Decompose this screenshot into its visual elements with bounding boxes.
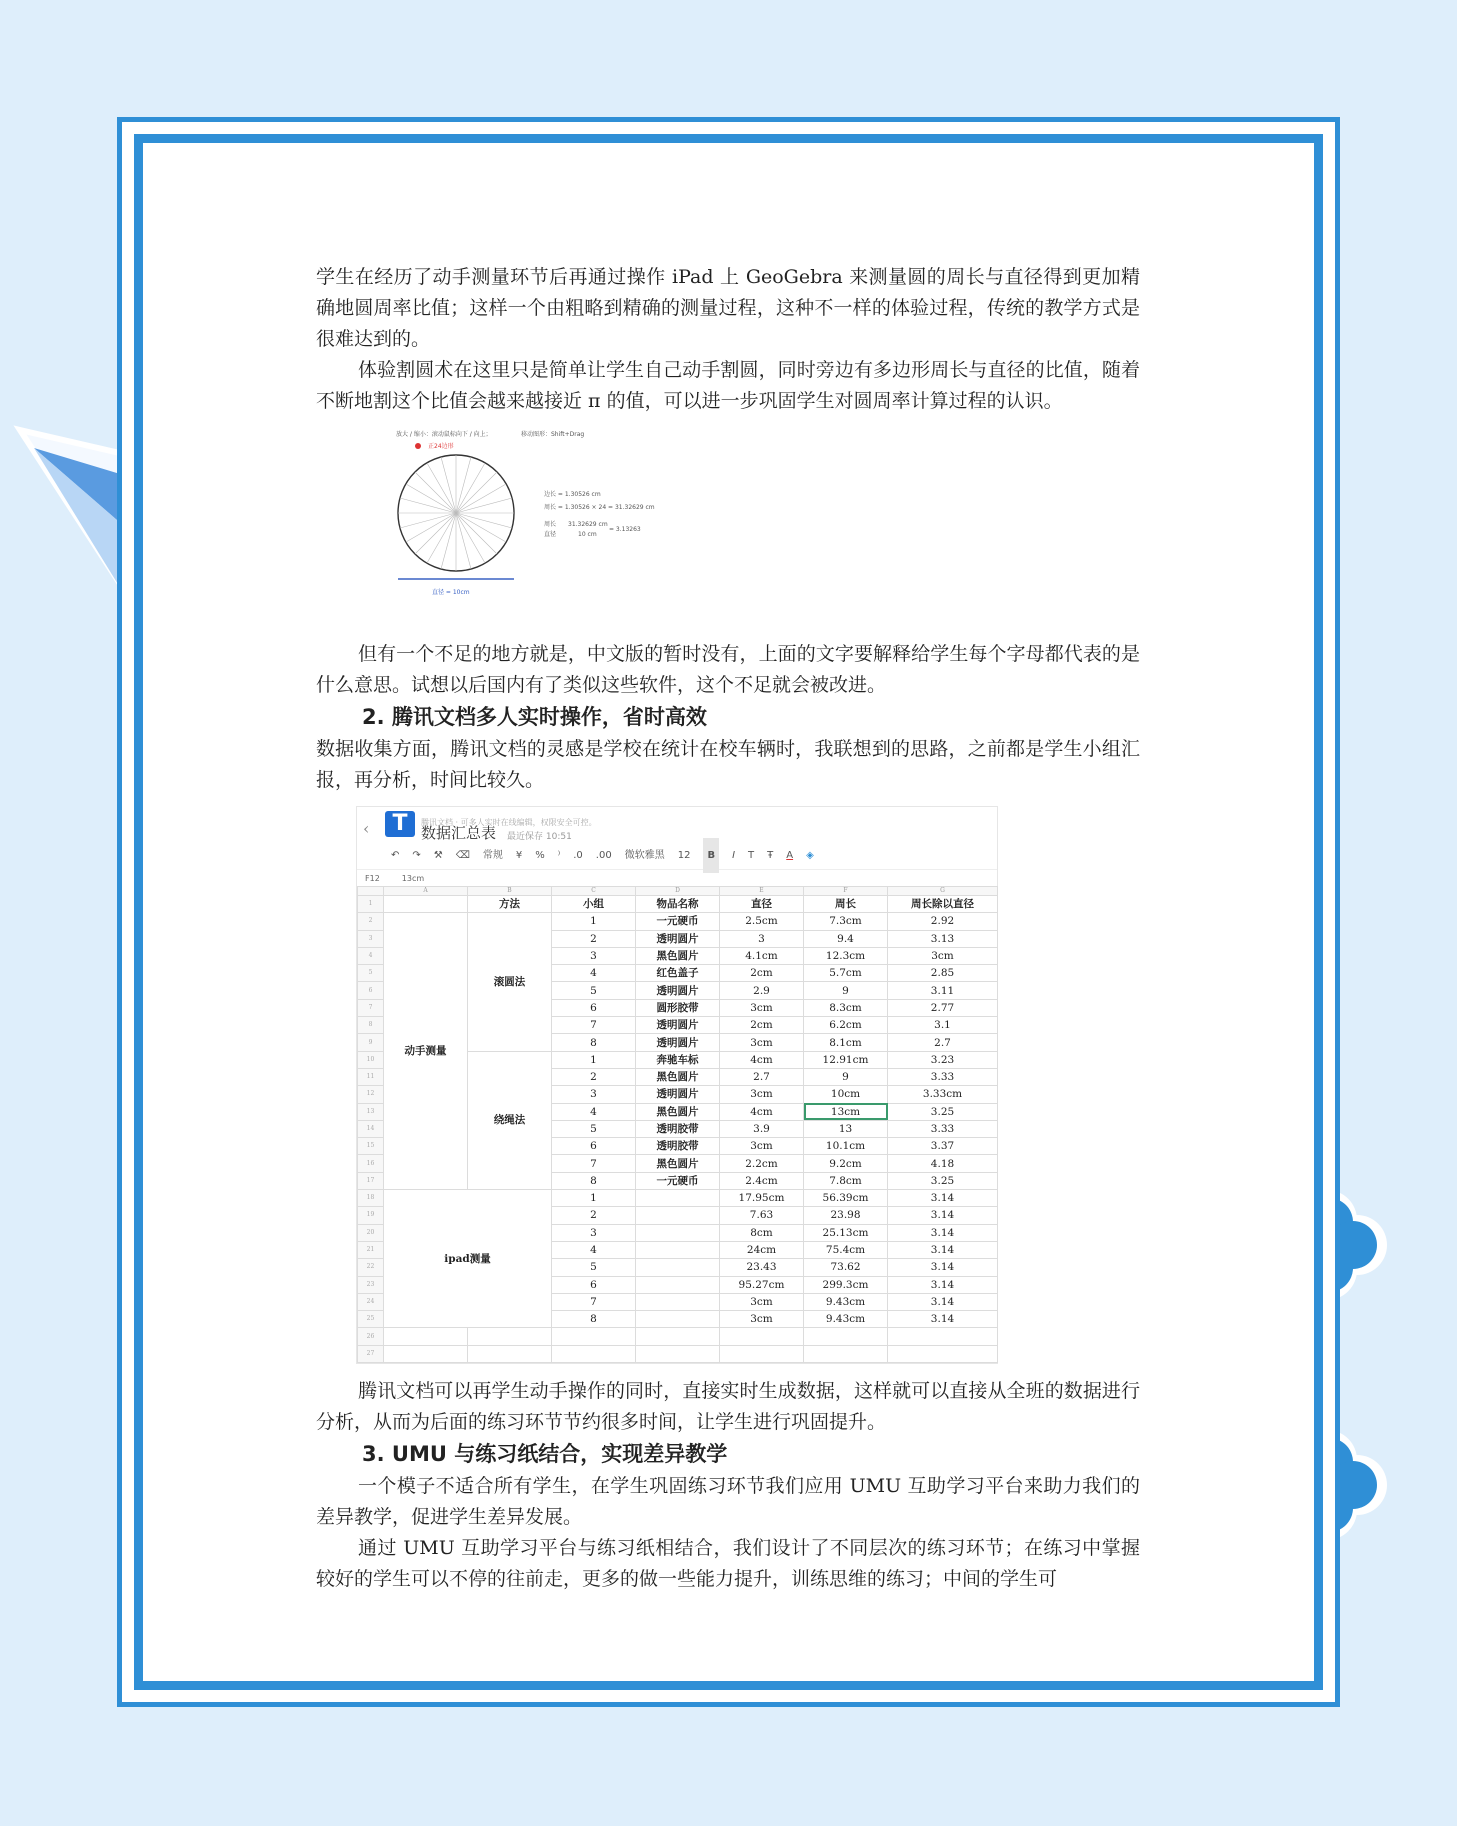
- table-cell[interactable]: 8: [552, 1172, 636, 1189]
- column-header[interactable]: 方法: [468, 896, 552, 913]
- formula-input[interactable]: 13cm: [401, 873, 425, 883]
- table-cell[interactable]: 3cm: [720, 1311, 804, 1328]
- table-cell[interactable]: [636, 1311, 720, 1328]
- increase-decimal-button[interactable]: .00: [595, 849, 612, 861]
- sheet-title: 数据汇总表: [421, 824, 497, 842]
- table-cell[interactable]: 12.3cm: [804, 947, 888, 964]
- table-cell[interactable]: 一元硬币: [636, 1172, 720, 1189]
- formula-bar: [357, 870, 997, 886]
- table-cell[interactable]: [636, 1259, 720, 1276]
- table-cell[interactable]: 8: [552, 1311, 636, 1328]
- italic-button[interactable]: I: [732, 849, 736, 861]
- table-cell[interactable]: 7.8cm: [804, 1172, 888, 1189]
- table-row: [358, 1190, 998, 1207]
- table-cell[interactable]: 73.62: [804, 1259, 888, 1276]
- table-cell[interactable]: 3cm: [720, 999, 804, 1016]
- table-cell[interactable]: 9.43cm: [804, 1311, 888, 1328]
- table-cell[interactable]: [552, 1328, 636, 1345]
- table-cell[interactable]: 6.2cm: [804, 1017, 888, 1034]
- row-number: 25: [358, 1311, 384, 1328]
- currency-button[interactable]: ¥: [515, 849, 523, 861]
- table-cell[interactable]: [384, 1328, 468, 1345]
- table-cell[interactable]: 4: [552, 1103, 636, 1120]
- table-cell[interactable]: [888, 1328, 998, 1345]
- table-cell[interactable]: 1: [552, 913, 636, 930]
- table-cell[interactable]: 3.9: [720, 1120, 804, 1137]
- table-row: [358, 913, 998, 930]
- table-cell[interactable]: 3: [552, 1224, 636, 1241]
- table-cell[interactable]: 56.39cm: [804, 1190, 888, 1207]
- row-number: 24: [358, 1293, 384, 1310]
- ratio-numerator: 31.32629 cm: [568, 521, 608, 528]
- table-cell[interactable]: 3cm: [720, 1138, 804, 1155]
- table-cell[interactable]: 9.2cm: [804, 1155, 888, 1172]
- font-select[interactable]: 微软雅黑: [624, 849, 665, 861]
- paragraph: 通过 UMU 互助学习平台与练习纸相结合，我们设计了不同层次的练习环节；在练习中掌握较好的学生可以不停的往前走，更多的做一些能力提升，训练思维的练习；中间的学生可: [316, 1537, 1140, 1591]
- table-cell[interactable]: [636, 1293, 720, 1310]
- method-cell[interactable]: 绕绳法: [468, 1051, 552, 1189]
- column-letter: F: [804, 887, 888, 896]
- table-cell[interactable]: 3.14: [888, 1207, 998, 1224]
- table-cell[interactable]: 2: [552, 1207, 636, 1224]
- table-cell[interactable]: 9.4: [804, 930, 888, 947]
- row-number: 11: [358, 1068, 384, 1085]
- circle-polygon-diagram: [396, 443, 516, 583]
- column-header[interactable]: 周长: [804, 896, 888, 913]
- table-cell[interactable]: 5: [552, 1120, 636, 1137]
- table-row: [358, 1345, 998, 1362]
- table-cell[interactable]: [888, 1345, 998, 1362]
- table-cell[interactable]: 6: [552, 1138, 636, 1155]
- format-painter-icon[interactable]: ⚒: [433, 849, 443, 861]
- table-cell[interactable]: 3.11: [888, 982, 998, 999]
- table-cell[interactable]: [636, 1241, 720, 1258]
- row-number: 10: [358, 1051, 384, 1068]
- table-cell[interactable]: 黑色圆片: [636, 1103, 720, 1120]
- table-cell[interactable]: 3.14: [888, 1224, 998, 1241]
- table-cell[interactable]: 1: [552, 1190, 636, 1207]
- paragraph: 一个模子不适合所有学生，在学生巩固练习环节我们应用 UMU 互助学习平台来助力我们的差异教学，促进学生差异发展。: [316, 1475, 1140, 1529]
- table-cell[interactable]: 3: [720, 930, 804, 947]
- table-cell[interactable]: 透明圆片: [636, 1086, 720, 1103]
- table-cell[interactable]: 奔驰车标: [636, 1051, 720, 1068]
- redo-icon[interactable]: ↷: [412, 849, 421, 861]
- table-cell[interactable]: 7: [552, 1293, 636, 1310]
- row-number: 21: [358, 1241, 384, 1258]
- table-cell[interactable]: [720, 1328, 804, 1345]
- row-number: 27: [358, 1345, 384, 1362]
- table-cell[interactable]: 13: [804, 1120, 888, 1137]
- row-number: 26: [358, 1328, 384, 1345]
- fill-color-icon[interactable]: ◈: [806, 849, 814, 861]
- table-cell[interactable]: 10cm: [804, 1086, 888, 1103]
- table-cell[interactable]: 9: [804, 1068, 888, 1085]
- paragraph: 学生在经历了动手测量环节后再通过操作 iPad 上 GeoGebra 来测量圆的周长与直径得到更加精确地圆周率比值；这样一个由粗略到精确的测量过程，这种不一样的体验过程，传统的教学方式是很难达到的。: [316, 266, 1140, 350]
- table-cell[interactable]: 3.25: [888, 1172, 998, 1189]
- table-cell[interactable]: 2: [552, 930, 636, 947]
- table-cell[interactable]: 3.14: [888, 1190, 998, 1207]
- table-cell[interactable]: 7.63: [720, 1207, 804, 1224]
- table-cell[interactable]: 3.14: [888, 1311, 998, 1328]
- table-cell[interactable]: 2.2cm: [720, 1155, 804, 1172]
- tencent-docs-logo-icon: T: [385, 811, 415, 837]
- table-cell[interactable]: 9.43cm: [804, 1293, 888, 1310]
- row-number: 1: [358, 896, 384, 913]
- table-cell[interactable]: 2.92: [888, 913, 998, 930]
- table-cell[interactable]: 黑色圆片: [636, 947, 720, 964]
- table-cell[interactable]: 7.3cm: [804, 913, 888, 930]
- ratio-label-bottom: 直径: [544, 531, 557, 538]
- row-number: 19: [358, 1207, 384, 1224]
- table-cell[interactable]: 3.33: [888, 1120, 998, 1137]
- method-cell[interactable]: 滚圆法: [468, 913, 552, 1051]
- table-cell[interactable]: [384, 896, 468, 913]
- table-cell[interactable]: 2cm: [720, 965, 804, 982]
- table-cell[interactable]: 3.14: [888, 1241, 998, 1258]
- table-cell[interactable]: 25.13cm: [804, 1224, 888, 1241]
- table-cell[interactable]: 透明圆片: [636, 982, 720, 999]
- table-cell[interactable]: 2.5cm: [720, 913, 804, 930]
- table-cell[interactable]: 黑色圆片: [636, 1155, 720, 1172]
- geogebra-figure: [396, 431, 716, 621]
- ratio-label-top: 周长: [544, 521, 557, 528]
- table-cell[interactable]: 75.4cm: [804, 1241, 888, 1258]
- row-number: 12: [358, 1086, 384, 1103]
- eraser-icon[interactable]: ⌫: [455, 849, 470, 861]
- table-cell[interactable]: 299.3cm: [804, 1276, 888, 1293]
- table-cell[interactable]: [636, 1276, 720, 1293]
- table-cell[interactable]: 4: [552, 965, 636, 982]
- table-cell[interactable]: 圆形胶带: [636, 999, 720, 1016]
- table-cell[interactable]: 3.33cm: [888, 1086, 998, 1103]
- table-cell[interactable]: 17.95cm: [720, 1190, 804, 1207]
- table-cell[interactable]: [804, 1345, 888, 1362]
- undo-icon[interactable]: ↶: [391, 849, 400, 861]
- table-cell[interactable]: 透明胶带: [636, 1120, 720, 1137]
- number-format-select[interactable]: 常规: [482, 849, 503, 861]
- paragraph: 但有一个不足的地方就是，中文版的暂时没有，上面的文字要解释给学生每个字母都代表的是什么意思。试想以后国内有了类似这些软件，这个不足就会被改进。: [316, 643, 1140, 696]
- table-cell[interactable]: 1: [552, 1051, 636, 1068]
- group-cell[interactable]: 动手测量: [384, 913, 468, 1190]
- paragraph: 体验割圆术在这里只是简单让学生自己动手割圆，同时旁边有多边形周长与直径的比值，随着不断地割这个比值会越来越接近 π 的值，可以进一步巩固学生对圆周率计算过程的认识。: [316, 359, 1140, 412]
- diameter-label: 直径 = 10cm: [432, 589, 470, 596]
- table-cell[interactable]: 2.7: [888, 1034, 998, 1051]
- table-cell[interactable]: 2.85: [888, 965, 998, 982]
- zoom-hint: 放大 / 缩小：滚动鼠标向下 / 向上；: [396, 431, 492, 438]
- perimeter-formula: 周长 = 1.30526 × 24 = 31.32629 cm: [544, 504, 655, 511]
- table-cell[interactable]: [636, 1190, 720, 1207]
- document-body: [316, 262, 1140, 1595]
- column-letter: B: [468, 887, 552, 896]
- paragraph: 腾讯文档可以再学生动手操作的同时，直接实时生成数据，这样就可以直接从全班的数据进行分析，从而为后面的练习环节节约很多时间，让学生进行巩固提升。: [316, 1380, 1140, 1434]
- table-cell[interactable]: 4.1cm: [720, 947, 804, 964]
- table-cell[interactable]: 4cm: [720, 1051, 804, 1068]
- table-cell[interactable]: 5: [552, 982, 636, 999]
- underline-button[interactable]: T: [748, 849, 755, 861]
- ratio-denominator: 10 cm: [578, 531, 597, 538]
- table-cell[interactable]: 2.77: [888, 999, 998, 1016]
- table-cell[interactable]: 3.14: [888, 1259, 998, 1276]
- table-cell[interactable]: 23.43: [720, 1259, 804, 1276]
- table-cell[interactable]: 一元硬币: [636, 913, 720, 930]
- column-header[interactable]: 小组: [552, 896, 636, 913]
- row-number: 18: [358, 1190, 384, 1207]
- row-number: 2: [358, 913, 384, 930]
- table-cell[interactable]: 3.25: [888, 1103, 998, 1120]
- table-cell[interactable]: 3cm: [720, 1086, 804, 1103]
- row-number: 6: [358, 982, 384, 999]
- table-cell[interactable]: [468, 1345, 552, 1362]
- table-cell[interactable]: 3cm: [720, 1034, 804, 1051]
- table-cell[interactable]: 10.1cm: [804, 1138, 888, 1155]
- table-cell[interactable]: [468, 1328, 552, 1345]
- table-cell[interactable]: 3cm: [720, 1293, 804, 1310]
- table-cell[interactable]: [720, 1345, 804, 1362]
- table-cell[interactable]: 95.27cm: [720, 1276, 804, 1293]
- paragraph: 数据收集方面，腾讯文档的灵感是学校在统计在校车辆时，我联想到的思路，之前都是学生小组汇报，再分析，时间比较久。: [316, 738, 1140, 791]
- section-heading-2: 2. 腾讯文档多人实时操作，省时高效: [362, 705, 707, 729]
- data-table: [357, 886, 998, 1363]
- table-cell[interactable]: [384, 1345, 468, 1362]
- row-number: 20: [358, 1224, 384, 1241]
- table-row: [358, 1328, 998, 1345]
- table-cell[interactable]: [804, 1328, 888, 1345]
- side-length: 边长 = 1.30526 cm: [544, 491, 601, 498]
- table-cell[interactable]: 8cm: [720, 1224, 804, 1241]
- table-cell[interactable]: 2: [552, 1068, 636, 1085]
- table-cell[interactable]: 透明圆片: [636, 1034, 720, 1051]
- group-cell[interactable]: ipad测量: [384, 1190, 552, 1328]
- column-header[interactable]: 周长除以直径: [888, 896, 998, 913]
- table-cell[interactable]: 23.98: [804, 1207, 888, 1224]
- thousands-button[interactable]: ⁾: [557, 849, 561, 861]
- table-cell[interactable]: 8.1cm: [804, 1034, 888, 1051]
- column-letter: C: [552, 887, 636, 896]
- row-number: 8: [358, 1017, 384, 1034]
- table-cell[interactable]: 5.7cm: [804, 965, 888, 982]
- drag-hint: 移动图形：Shift+Drag: [521, 431, 585, 438]
- sheet-header: [357, 807, 997, 841]
- table-cell[interactable]: [636, 1224, 720, 1241]
- table-cell[interactable]: 7: [552, 1017, 636, 1034]
- row-number: 23: [358, 1276, 384, 1293]
- back-arrow-icon[interactable]: ‹: [363, 819, 370, 838]
- table-cell[interactable]: 9: [804, 982, 888, 999]
- table-cell[interactable]: 3.13: [888, 930, 998, 947]
- table-cell[interactable]: 透明圆片: [636, 930, 720, 947]
- column-letter: E: [720, 887, 804, 896]
- table-cell[interactable]: 4cm: [720, 1103, 804, 1120]
- column-letter: D: [636, 887, 720, 896]
- table-cell[interactable]: 6: [552, 999, 636, 1016]
- column-header[interactable]: 物品名称: [636, 896, 720, 913]
- table-cell[interactable]: 2cm: [720, 1017, 804, 1034]
- table-cell[interactable]: 3: [552, 947, 636, 964]
- column-letter: A: [384, 887, 468, 896]
- table-cell[interactable]: 红色盖子: [636, 965, 720, 982]
- column-letters: [358, 887, 998, 896]
- cell-reference[interactable]: F12: [365, 873, 380, 883]
- row-number: 15: [358, 1138, 384, 1155]
- table-cell[interactable]: 24cm: [720, 1241, 804, 1258]
- table-cell[interactable]: 3: [552, 1086, 636, 1103]
- strikethrough-button[interactable]: Ŧ: [767, 849, 774, 861]
- ratio-result: = 3.13263: [609, 526, 641, 533]
- table-cell[interactable]: 3cm: [888, 947, 998, 964]
- row-number: 9: [358, 1034, 384, 1051]
- percent-button[interactable]: %: [535, 849, 545, 861]
- row-number: 22: [358, 1259, 384, 1276]
- row-number: 17: [358, 1172, 384, 1189]
- row-number: 3: [358, 930, 384, 947]
- table-cell[interactable]: 3.14: [888, 1276, 998, 1293]
- table-header-row: [358, 896, 998, 913]
- column-header[interactable]: 直径: [720, 896, 804, 913]
- table-cell[interactable]: [636, 1345, 720, 1362]
- table-cell[interactable]: 3.23: [888, 1051, 998, 1068]
- font-color-button[interactable]: A: [786, 849, 794, 861]
- table-cell[interactable]: 12.91cm: [804, 1051, 888, 1068]
- polygon-label: 正24边形: [428, 443, 454, 450]
- table-cell[interactable]: 8: [552, 1034, 636, 1051]
- row-number: 4: [358, 947, 384, 964]
- table-cell[interactable]: 5: [552, 1259, 636, 1276]
- row-number: 5: [358, 965, 384, 982]
- table-cell[interactable]: 透明胶带: [636, 1138, 720, 1155]
- table-cell[interactable]: 2.4cm: [720, 1172, 804, 1189]
- row-number: 16: [358, 1155, 384, 1172]
- table-cell[interactable]: 3.33: [888, 1068, 998, 1085]
- font-size-select[interactable]: 12: [677, 849, 691, 861]
- row-number: 14: [358, 1120, 384, 1137]
- bold-button[interactable]: B: [703, 838, 719, 873]
- table-cell[interactable]: 8.3cm: [804, 999, 888, 1016]
- table-cell[interactable]: 7: [552, 1155, 636, 1172]
- table-cell[interactable]: 4: [552, 1241, 636, 1258]
- table-cell[interactable]: 2.9: [720, 982, 804, 999]
- table-cell[interactable]: 4.18: [888, 1155, 998, 1172]
- table-cell[interactable]: 2.7: [720, 1068, 804, 1085]
- spreadsheet-screenshot: [356, 806, 998, 1364]
- table-cell[interactable]: 3.14: [888, 1293, 998, 1310]
- decrease-decimal-button[interactable]: .0: [573, 849, 583, 861]
- table-cell[interactable]: 透明圆片: [636, 1017, 720, 1034]
- table-cell[interactable]: [552, 1345, 636, 1362]
- save-status: 最近保存 10:51: [507, 832, 572, 842]
- section-heading-3: 3. UMU 与练习纸结合，实现差异教学: [362, 1442, 728, 1467]
- table-cell[interactable]: 3.1: [888, 1017, 998, 1034]
- column-letter: G: [888, 887, 998, 896]
- table-cell[interactable]: 3.37: [888, 1138, 998, 1155]
- table-cell[interactable]: [636, 1207, 720, 1224]
- row-number: 13: [358, 1103, 384, 1120]
- table-cell[interactable]: 13cm: [804, 1103, 888, 1120]
- table-cell[interactable]: 6: [552, 1276, 636, 1293]
- row-number: 7: [358, 999, 384, 1016]
- sheet-hint: 腾讯文档 · 可多人实时在线编辑，权限安全可控。: [421, 818, 597, 827]
- table-cell[interactable]: 黑色圆片: [636, 1068, 720, 1085]
- table-cell[interactable]: [636, 1328, 720, 1345]
